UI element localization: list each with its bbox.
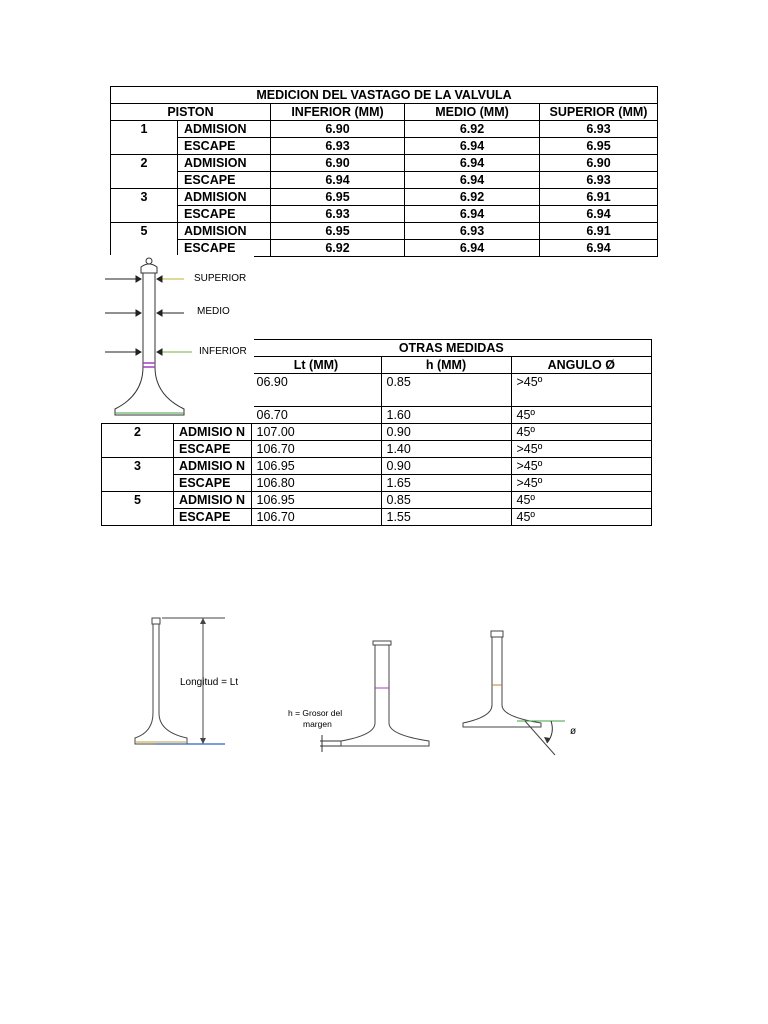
- valve-type: ESCAPE: [178, 240, 271, 257]
- col-header-superior: SUPERIOR (MM): [540, 104, 658, 121]
- superior-label: SUPERIOR: [194, 273, 247, 284]
- medio-value: 6.94: [405, 172, 540, 189]
- angle-value: >45º: [511, 475, 652, 492]
- valve-type: ADMISION: [178, 121, 271, 138]
- table-row: [111, 121, 658, 138]
- col-header-piston: PISTON: [111, 104, 271, 121]
- col-header-medio: MEDIO (MM): [405, 104, 540, 121]
- superior-value: 6.94: [540, 206, 658, 223]
- piston-number: 5: [111, 223, 178, 257]
- table-row: [102, 492, 652, 509]
- valve-type: ADMISIO N: [174, 458, 252, 475]
- col-header-lt: Lt (MM): [251, 357, 381, 374]
- col-header-h: h (MM): [381, 357, 511, 374]
- table-row: [111, 206, 658, 223]
- valve-type: ADMISION: [178, 189, 271, 206]
- piston-number: 1: [111, 121, 178, 155]
- angle-value: >45º: [511, 374, 652, 407]
- lt-value: 06.90: [251, 374, 381, 407]
- medio-value: 6.92: [405, 189, 540, 206]
- valve-margin-drawing: [315, 635, 465, 755]
- valve-stem-table: [110, 86, 658, 257]
- table-row: [102, 458, 652, 475]
- superior-value: 6.95: [540, 138, 658, 155]
- superior-value: 6.93: [540, 121, 658, 138]
- h-value: 0.85: [381, 374, 511, 407]
- superior-value: 6.91: [540, 223, 658, 240]
- medio-value: 6.92: [405, 121, 540, 138]
- medio-value: 6.94: [405, 138, 540, 155]
- piston-number: 3: [102, 458, 174, 492]
- inferior-value: 6.94: [271, 172, 405, 189]
- valve-type: ADMISIO N: [174, 492, 252, 509]
- valve-angle-drawing: [455, 625, 595, 765]
- table-row: [111, 223, 658, 240]
- angle-value: 45º: [511, 407, 652, 424]
- superior-value: 6.93: [540, 172, 658, 189]
- lt-value: 106.70: [251, 509, 381, 526]
- inferior-value: 6.95: [271, 189, 405, 206]
- valve-type: ESCAPE: [178, 206, 271, 223]
- lt-value: 06.70: [251, 407, 381, 424]
- valve-type: ADMISION: [178, 223, 271, 240]
- angle-value: >45º: [511, 441, 652, 458]
- lt-value: 106.95: [251, 492, 381, 509]
- superior-value: 6.91: [540, 189, 658, 206]
- valve-type: ESCAPE: [174, 441, 252, 458]
- margin-label-line1: h = Grosor del: [288, 708, 343, 718]
- inferior-value: 6.93: [271, 206, 405, 223]
- h-value: 0.85: [381, 492, 511, 509]
- table-row: [111, 155, 658, 172]
- valve-type: ESCAPE: [174, 475, 252, 492]
- lt-value: 106.70: [251, 441, 381, 458]
- superior-value: 6.90: [540, 155, 658, 172]
- angle-symbol-label: ø: [570, 726, 577, 737]
- h-value: 0.90: [381, 424, 511, 441]
- inferior-label: INFERIOR: [199, 346, 247, 357]
- valve-type: ESCAPE: [174, 509, 252, 526]
- table-title: MEDICION DEL VASTAGO DE LA VALVULA: [111, 87, 658, 104]
- inferior-value: 6.90: [271, 155, 405, 172]
- table-title: OTRAS MEDIDAS: [251, 340, 652, 357]
- medio-value: 6.94: [405, 155, 540, 172]
- medio-value: 6.94: [405, 240, 540, 257]
- table-row: [102, 424, 652, 441]
- table-row: [111, 189, 658, 206]
- inferior-value: 6.92: [271, 240, 405, 257]
- angle-value: 45º: [511, 492, 652, 509]
- table-row: [102, 475, 652, 492]
- piston-number: 5: [102, 492, 174, 526]
- h-value: 1.55: [381, 509, 511, 526]
- table-row: [111, 240, 658, 257]
- inferior-value: 6.93: [271, 138, 405, 155]
- h-value: 1.60: [381, 407, 511, 424]
- table-row: [111, 172, 658, 189]
- medio-value: 6.93: [405, 223, 540, 240]
- valve-type: ESCAPE: [178, 138, 271, 155]
- margin-label-line2: margen: [303, 719, 332, 729]
- inferior-value: 6.95: [271, 223, 405, 240]
- h-value: 1.40: [381, 441, 511, 458]
- superior-value: 6.94: [540, 240, 658, 257]
- valve-type: ESCAPE: [178, 172, 271, 189]
- angle-value: 45º: [511, 509, 652, 526]
- medio-label: MEDIO: [197, 306, 230, 317]
- lt-value: 107.00: [251, 424, 381, 441]
- angle-value: >45º: [511, 458, 652, 475]
- col-header-inferior: INFERIOR (MM): [271, 104, 405, 121]
- medio-value: 6.94: [405, 206, 540, 223]
- valve-type: ADMISION: [178, 155, 271, 172]
- lt-value: 106.95: [251, 458, 381, 475]
- piston-number: 3: [111, 189, 178, 223]
- h-value: 1.65: [381, 475, 511, 492]
- table-row: [102, 509, 652, 526]
- length-label: Longitud = Lt: [180, 677, 239, 688]
- h-value: 0.90: [381, 458, 511, 475]
- piston-number: 2: [102, 424, 174, 458]
- valve-measure-points-figure: [101, 255, 254, 423]
- col-header-angulo: ANGULO Ø: [511, 357, 652, 374]
- valve-type: ADMISIO N: [174, 424, 252, 441]
- piston-number: 2: [111, 155, 178, 189]
- angle-value: 45º: [511, 424, 652, 441]
- inferior-value: 6.90: [271, 121, 405, 138]
- table-row: [102, 441, 652, 458]
- table-row: [111, 138, 658, 155]
- lt-value: 106.80: [251, 475, 381, 492]
